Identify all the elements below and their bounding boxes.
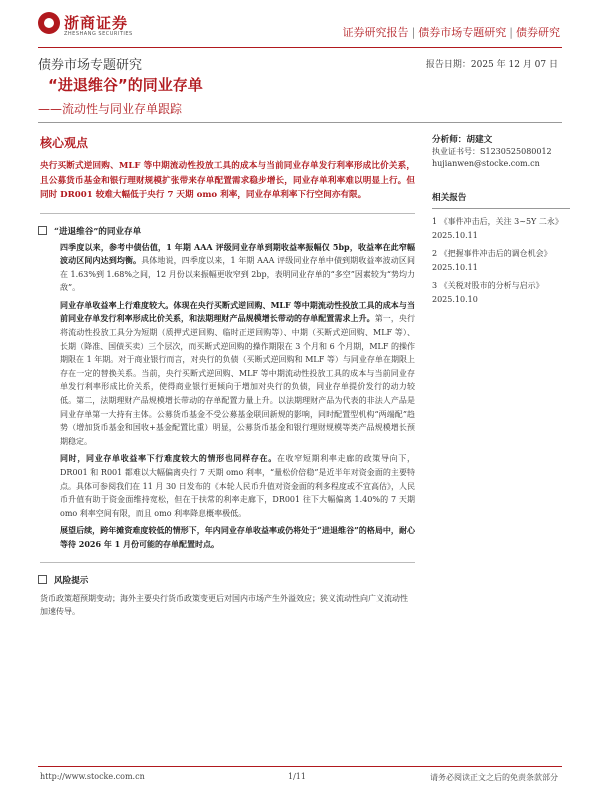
title-divider	[38, 122, 562, 123]
section-heading-text: “进退维谷”的同业存单	[54, 226, 142, 237]
analyst-cert: 执业证书号：S1230525080012	[432, 147, 552, 156]
paragraph-2-lead: 同业存单收益率上行难度较大。体现在央行买断式逆回购、MLF 等中期流动性投放工具的成本与当前同业存单发行利率形成比价关系，和法期理财产品规模增长带动的存单配置需求上升。	[60, 299, 415, 324]
checkbox-bullet-icon	[38, 575, 47, 584]
related-divider	[432, 208, 570, 209]
nav-item-research-report: 证券研究报告	[342, 26, 409, 39]
paragraph-1	[40, 241, 415, 295]
section-heading	[40, 225, 415, 237]
paragraph-3	[40, 452, 415, 520]
footer-disclaimer: 请务必阅读正文之后的免责条款部分	[430, 773, 558, 782]
related-report-item[interactable]: 3 《关税对股市的分析与启示》 2025.10.10	[432, 281, 544, 304]
logo-name: 浙商证券	[64, 14, 129, 32]
related-report-item[interactable]: 1 《事件冲击后，关注 3~5Y 二永》 2025.10.11	[432, 217, 563, 240]
core-view-text: 央行买断式逆回购、MLF 等中期流动性投放工具的成本与当前同业存单发行利率形成比价关系，且公募货币基金和银行理财规模扩张带来存单配置需求稳步增长，同业存单利率难以明显上行。但同时 DR001 较难大幅低于央行 7 天期 omo 利率，同业存单利率下行空间亦有限。	[40, 161, 415, 200]
related-reports-heading: 相关报告	[432, 193, 467, 203]
risk-heading	[40, 574, 415, 586]
report-date: 报告日期：2025 年 12 月 07 日	[425, 60, 558, 70]
paragraph-2-body: 第一，央行将流动性投放工具分为短期（质押式逆回购、临时正逆回购等）、中期（买断式逆回购、MLF 等）、长期（降准、国债买卖）三个层次，而买断式逆回购的操作期限在 3 个月和 6 个月期，MLF 的操作期限在 1 年期。对于商业银行而言，对央行的负债（买断式逆回购和 MLF 等）与同业存单在期限上存在一定的替换关系。当前，央行买断式逆回购、MLF 等中期流动性投放工具的成本与当前同业存单发行利率形成比价关系，使得商业银行更倾向于增加对央行的负债，同业存单提价发行的动力较低。第二，法期理财产品规模增长带动的存单配置力量上升。以法期理财产品为代表的非法人产品是同业存单第一大持有主体。公募货币基金不受公募基金联回新规的影响，同时配置型机构“两端配”趋势（增加货币基金和国收+基金配置比重）明显，公募货币基金和银行理财规模等类产品规模增长预期稳定。	[60, 314, 415, 446]
core-divider	[40, 213, 415, 214]
paragraph-4-lead: 展望后续，跨年摊资难度较低的情形下，年内同业存单收益率或仍将处于“进退维谷”的格局中，耐心等待 2026 年 1 月份可能的存单配置时点。	[60, 525, 415, 549]
core-view-heading: 核心观点	[40, 136, 89, 150]
risk-divider	[40, 562, 415, 563]
analyst-email: hujianwen@stocke.com.cn	[432, 158, 540, 168]
logo-english: ZHESHANG SECURITIES	[64, 31, 133, 37]
paragraph-1-body: 具体地说，四季度以来，1 年期 AAA 评级同业存单中债到期收益率波动区间在 1.63%到 1.68%之间，12 月份以来振幅更收窄到 2bp，表明同业存单的“多空”因素较为“势均力敌”。	[60, 256, 415, 293]
paragraph-4	[40, 524, 415, 551]
header-nav: 证券研究报告 | 债券市场专题研究 | 债券研究	[342, 26, 560, 39]
report-subtitle: ——流动性与同业存单跟踪	[38, 102, 183, 116]
paragraph-3-body: 在收窄短期利率走廊的政策导向下，DR001 和 R001 都难以大幅偏离央行 7 天期 omo 利率，“量松价倍稳”是近半年对资金面的主要特点。具体可参阅我们在 11 月 30 日发布的《本轮人民币升值对资金面的利多程度或不宜高估》，人民币升值有助于资金面维持宽松，但在于扶常的利率走廊下，DR001 往下大幅偏离 1.40%的 7 天期 omo 利率空间有限，而且 omo 利率降息概率极低。	[60, 454, 415, 518]
risk-text: 货币政策超预期变动；海外主要央行货币政策变更后对国内市场产生外溢效应；狭义流动性向广义流动性加速传导。	[40, 593, 408, 617]
paragraph-2	[40, 299, 415, 449]
page-header	[0, 0, 600, 50]
page-number: 1/11	[288, 772, 306, 781]
report-series: 债券市场专题研究	[38, 58, 143, 73]
footer-divider	[38, 766, 562, 767]
footer-website-link[interactable]: http://www.stocke.com.cn	[40, 772, 145, 781]
header-divider	[38, 47, 562, 48]
sidebar-column	[432, 134, 570, 311]
checkbox-bullet-icon	[38, 226, 47, 235]
nav-item-bond-research: 债券研究	[516, 26, 560, 39]
logo	[38, 12, 138, 42]
paragraph-3-lead: 同时，同业存单收益率下行难度较大的情形也同样存在。	[60, 453, 277, 464]
nav-item-bond-topic: 债券市场专题研究	[418, 26, 507, 39]
logo-mark-icon	[38, 12, 60, 34]
report-title: “进退维谷”的同业存单	[48, 76, 203, 94]
related-report-item[interactable]: 2 《把握事件冲击后的调仓机会》 2025.10.11	[432, 249, 552, 272]
paragraph-1-lead: 四季度以来，参考中债估值，1 年期 AAA 评级同业存单到期收益率振幅仅 5bp，收益率在此窄幅波动区间内达到均衡。	[60, 241, 415, 266]
main-column	[40, 134, 415, 619]
risk-heading-text: 风险提示	[54, 575, 89, 586]
analyst-name: 分析师：胡建文	[432, 135, 493, 145]
